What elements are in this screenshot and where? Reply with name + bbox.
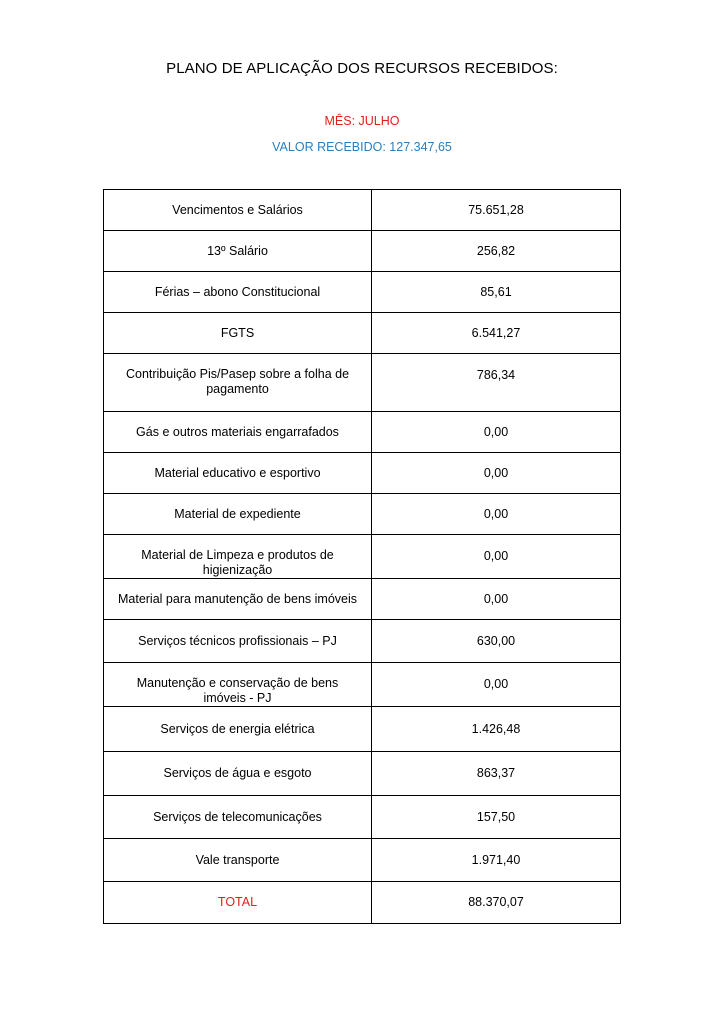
row-label: Férias – abono Constitucional	[104, 272, 372, 313]
row-label: Material para manutenção de bens imóveis	[104, 579, 372, 620]
row-label: Serviços técnicos profissionais – PJ	[104, 620, 372, 663]
table-row	[104, 663, 621, 707]
row-value: 863,37	[372, 752, 621, 796]
row-value: 85,61	[372, 272, 621, 313]
row-label: Material de expediente	[104, 494, 372, 535]
received-amount: VALOR RECEBIDO: 127.347,65	[272, 140, 452, 154]
row-label: Serviços de água e esgoto	[104, 752, 372, 796]
row-label: Gás e outros materiais engarrafados	[104, 412, 372, 453]
row-value: 157,50	[372, 796, 621, 839]
table-row	[104, 620, 621, 663]
row-label: Vencimentos e Salários	[104, 190, 372, 231]
table-row	[104, 272, 621, 313]
table-row	[104, 707, 621, 752]
total-value: 88.370,07	[372, 882, 621, 924]
row-label: Vale transporte	[104, 839, 372, 882]
row-label: Serviços de telecomunicações	[104, 796, 372, 839]
table-row	[104, 494, 621, 535]
row-value: 256,82	[372, 231, 621, 272]
row-label: Manutenção e conservação de bens imóveis - PJ	[104, 663, 372, 707]
row-label: Serviços de energia elétrica	[104, 707, 372, 752]
row-value: 0,00	[372, 494, 621, 535]
row-label: Material educativo e esportivo	[104, 453, 372, 494]
table-row	[104, 313, 621, 354]
table-row	[104, 579, 621, 620]
row-value: 75.651,28	[372, 190, 621, 231]
table-row	[104, 752, 621, 796]
page-title: PLANO DE APLICAÇÃO DOS RECURSOS RECEBIDOS:	[166, 60, 558, 77]
row-label: FGTS	[104, 313, 372, 354]
total-row	[104, 882, 621, 924]
row-value: 0,00	[372, 579, 621, 620]
expenses-table	[103, 189, 621, 924]
row-value: 1.971,40	[372, 839, 621, 882]
table-row	[104, 839, 621, 882]
row-label: Contribuição Pis/Pasep sobre a folha de pagamento	[104, 354, 372, 412]
row-value: 786,34	[372, 354, 621, 412]
row-value: 630,00	[372, 620, 621, 663]
row-value: 0,00	[372, 412, 621, 453]
table-row	[104, 412, 621, 453]
table-row	[104, 231, 621, 272]
table-row	[104, 796, 621, 839]
row-label: 13º Salário	[104, 231, 372, 272]
row-value: 0,00	[372, 535, 621, 579]
row-value: 6.541,27	[372, 313, 621, 354]
table-row	[104, 453, 621, 494]
row-label: Material de Limpeza e produtos de higienização	[104, 535, 372, 579]
table-row	[104, 535, 621, 579]
table-row	[104, 354, 621, 412]
row-value: 1.426,48	[372, 707, 621, 752]
total-label: TOTAL	[104, 882, 372, 924]
table-row	[104, 190, 621, 231]
month-label: MÊS: JULHO	[324, 114, 400, 128]
row-value: 0,00	[372, 663, 621, 707]
row-value: 0,00	[372, 453, 621, 494]
